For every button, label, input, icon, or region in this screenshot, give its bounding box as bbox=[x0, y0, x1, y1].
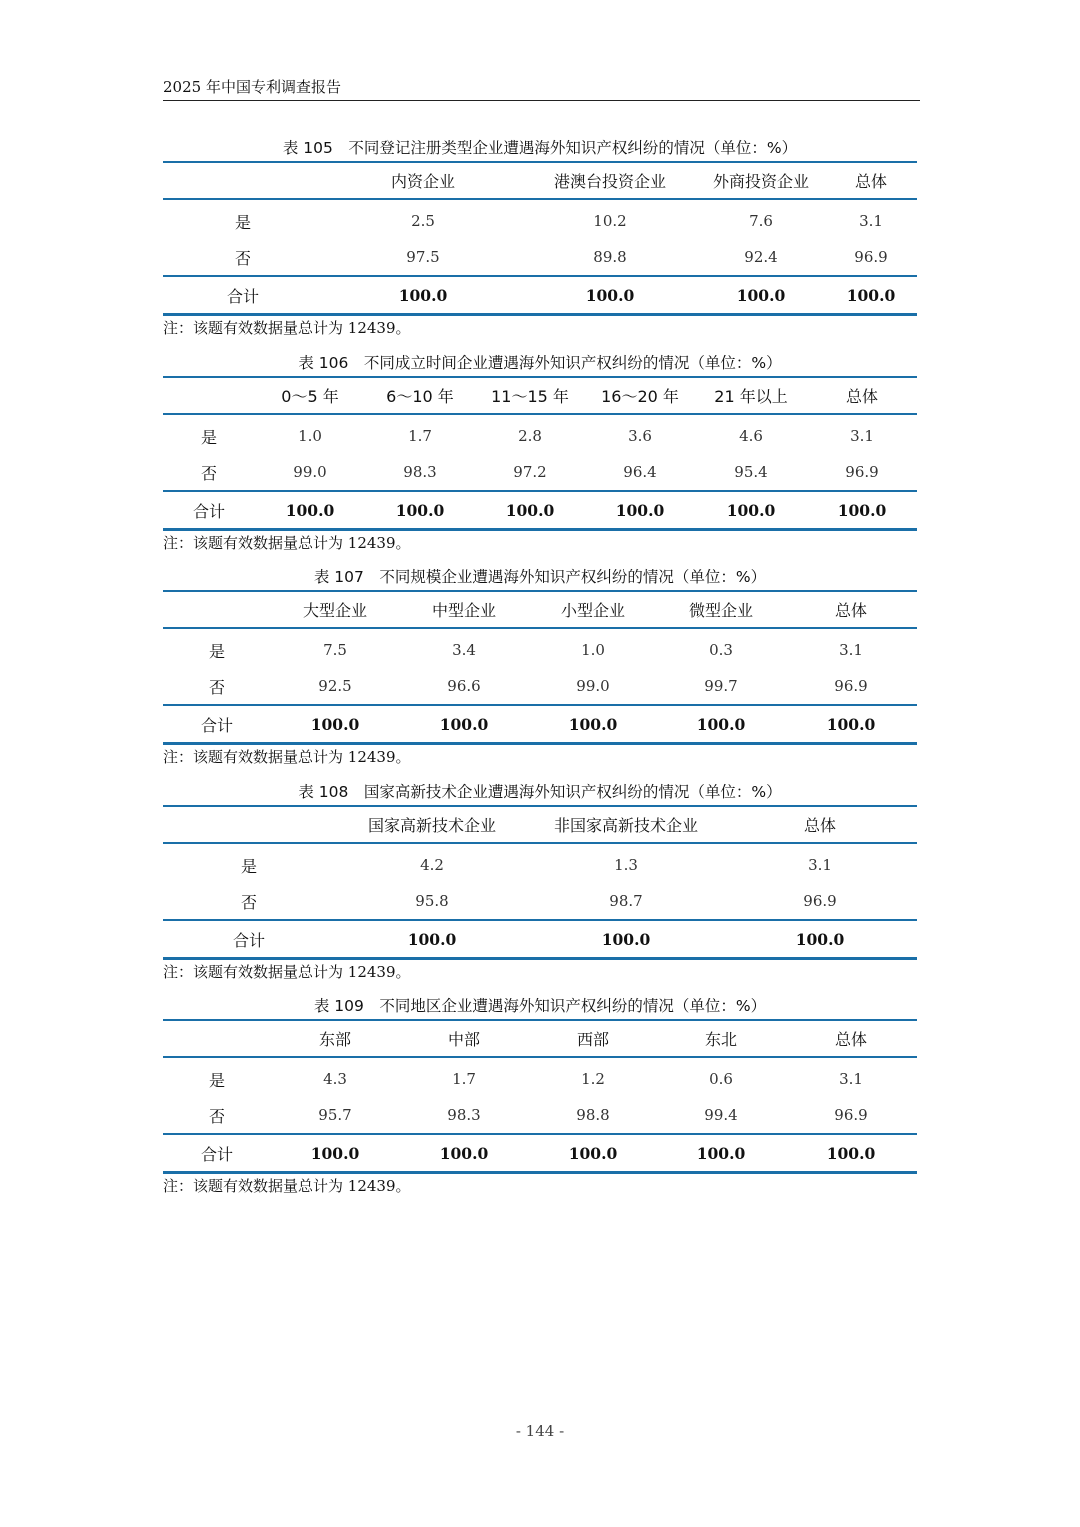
total-cell: 100.0 bbox=[335, 920, 529, 959]
data-table bbox=[163, 161, 917, 316]
table-cell: 99.0 bbox=[293, 463, 327, 481]
table-note: 注：该题有效数据量总计为 12439。 bbox=[163, 534, 411, 552]
table-cell: 96.4 bbox=[623, 463, 657, 481]
table-cell: 1.7 bbox=[408, 427, 432, 445]
total-cell: 100.0 bbox=[323, 276, 523, 315]
column-header: 国家高新技术企业 bbox=[335, 806, 529, 843]
row-label: 否 bbox=[240, 892, 257, 912]
total-cell: 100.0 bbox=[695, 491, 807, 530]
total-label: 合计 bbox=[163, 1134, 271, 1173]
column-header: 西部 bbox=[529, 1020, 657, 1057]
table-cell: 3.1 bbox=[839, 1070, 863, 1088]
column-header: 小型企业 bbox=[529, 591, 657, 628]
column-header: 微型企业 bbox=[657, 591, 785, 628]
table-cell: 2.8 bbox=[518, 427, 542, 445]
row-label: 否 bbox=[208, 677, 225, 697]
table-row bbox=[163, 1097, 917, 1134]
table-cell: 1.7 bbox=[452, 1070, 476, 1088]
total-cell: 100.0 bbox=[255, 491, 365, 530]
table-row bbox=[163, 199, 917, 239]
table-row bbox=[163, 414, 917, 454]
column-header: 港澳台投资企业 bbox=[523, 162, 697, 199]
table-row bbox=[163, 843, 917, 883]
table-title: 表 109 不同地区企业遭遇海外知识产权纠纷的情况（单位：%） bbox=[313, 997, 767, 1015]
column-header bbox=[163, 591, 271, 628]
table-cell: 3.1 bbox=[839, 641, 863, 659]
total-cell: 100.0 bbox=[475, 491, 585, 530]
column-header: 0～5 年 bbox=[255, 377, 365, 414]
table-cell: 4.2 bbox=[420, 856, 444, 874]
total-cell: 100.0 bbox=[271, 1134, 399, 1173]
table-cell: 96.9 bbox=[803, 892, 837, 910]
table-cell: 99.7 bbox=[704, 677, 738, 695]
table-block bbox=[163, 137, 917, 339]
table-row bbox=[163, 454, 917, 491]
column-header: 11～15 年 bbox=[475, 377, 585, 414]
total-row bbox=[163, 920, 917, 959]
table-cell: 98.3 bbox=[403, 463, 437, 481]
table-note: 注：该题有效数据量总计为 12439。 bbox=[163, 963, 411, 981]
table-cell: 98.7 bbox=[609, 892, 643, 910]
row-label: 是 bbox=[234, 212, 251, 232]
table-cell: 3.4 bbox=[452, 641, 476, 659]
row-label: 否 bbox=[200, 463, 217, 483]
total-cell: 100.0 bbox=[825, 276, 917, 315]
column-header: 21 年以上 bbox=[695, 377, 807, 414]
column-header: 总体 bbox=[785, 1020, 917, 1057]
column-header bbox=[163, 1020, 271, 1057]
table-note: 注：该题有效数据量总计为 12439。 bbox=[163, 748, 411, 766]
column-header: 总体 bbox=[723, 806, 917, 843]
column-header bbox=[163, 377, 255, 414]
total-cell: 100.0 bbox=[807, 491, 917, 530]
table-cell: 4.3 bbox=[323, 1070, 347, 1088]
column-header: 中型企业 bbox=[399, 591, 529, 628]
total-label: 合计 bbox=[163, 276, 323, 315]
data-table bbox=[163, 1019, 917, 1174]
table-cell: 0.6 bbox=[709, 1070, 733, 1088]
table-cell: 1.3 bbox=[614, 856, 638, 874]
table-block bbox=[163, 995, 917, 1197]
running-header-title: 2025 年中国专利调查报告 bbox=[163, 78, 341, 96]
table-cell: 92.5 bbox=[318, 677, 352, 695]
total-cell: 100.0 bbox=[523, 276, 697, 315]
row-label: 是 bbox=[208, 641, 225, 661]
total-cell: 100.0 bbox=[657, 1134, 785, 1173]
header-row bbox=[163, 591, 917, 628]
table-cell: 92.4 bbox=[744, 248, 778, 266]
table-cell: 3.1 bbox=[808, 856, 832, 874]
table-cell: 3.6 bbox=[628, 427, 652, 445]
table-cell: 95.8 bbox=[415, 892, 449, 910]
table-row bbox=[163, 668, 917, 705]
total-cell: 100.0 bbox=[785, 1134, 917, 1173]
data-table bbox=[163, 590, 917, 745]
total-cell: 100.0 bbox=[271, 705, 399, 744]
table-cell: 1.0 bbox=[581, 641, 605, 659]
header-row bbox=[163, 806, 917, 843]
column-header: 大型企业 bbox=[271, 591, 399, 628]
header-row bbox=[163, 1020, 917, 1057]
row-label: 是 bbox=[208, 1070, 225, 1090]
column-header: 东北 bbox=[657, 1020, 785, 1057]
total-cell: 100.0 bbox=[399, 1134, 529, 1173]
table-note: 注：该题有效数据量总计为 12439。 bbox=[163, 1177, 411, 1195]
table-cell: 3.1 bbox=[859, 212, 883, 230]
column-header: 16～20 年 bbox=[585, 377, 695, 414]
total-cell: 100.0 bbox=[785, 705, 917, 744]
row-label: 是 bbox=[200, 427, 217, 447]
data-table bbox=[163, 805, 917, 960]
table-cell: 95.7 bbox=[318, 1106, 352, 1124]
table-title: 表 105 不同登记注册类型企业遭遇海外知识产权纠纷的情况（单位：%） bbox=[282, 139, 798, 157]
table-cell: 98.8 bbox=[576, 1106, 610, 1124]
column-header: 总体 bbox=[825, 162, 917, 199]
data-table bbox=[163, 376, 917, 531]
table-cell: 97.2 bbox=[513, 463, 547, 481]
table-cell: 95.4 bbox=[734, 463, 768, 481]
column-header: 总体 bbox=[785, 591, 917, 628]
column-header bbox=[163, 806, 335, 843]
running-header bbox=[163, 76, 920, 101]
total-row bbox=[163, 705, 917, 744]
table-cell: 89.8 bbox=[593, 248, 627, 266]
total-row bbox=[163, 276, 917, 315]
table-cell: 96.9 bbox=[845, 463, 879, 481]
column-header: 总体 bbox=[807, 377, 917, 414]
row-label: 否 bbox=[234, 248, 251, 268]
table-cell: 96.9 bbox=[834, 677, 868, 695]
table-note: 注：该题有效数据量总计为 12439。 bbox=[163, 319, 411, 337]
column-header: 内资企业 bbox=[323, 162, 523, 199]
table-cell: 96.6 bbox=[447, 677, 481, 695]
column-header: 6～10 年 bbox=[365, 377, 475, 414]
table-row bbox=[163, 628, 917, 668]
table-title: 表 106 不同成立时间企业遭遇海外知识产权纠纷的情况（单位：%） bbox=[298, 354, 782, 372]
total-cell: 100.0 bbox=[365, 491, 475, 530]
table-cell: 99.0 bbox=[576, 677, 610, 695]
total-row bbox=[163, 491, 917, 530]
total-cell: 100.0 bbox=[585, 491, 695, 530]
table-cell: 4.6 bbox=[739, 427, 763, 445]
total-label: 合计 bbox=[163, 920, 335, 959]
table-cell: 1.0 bbox=[298, 427, 322, 445]
table-cell: 96.9 bbox=[854, 248, 888, 266]
row-label: 是 bbox=[240, 856, 257, 876]
row-label: 否 bbox=[208, 1106, 225, 1126]
header-row bbox=[163, 377, 917, 414]
table-cell: 98.3 bbox=[447, 1106, 481, 1124]
table-cell: 7.6 bbox=[749, 212, 773, 230]
column-header: 中部 bbox=[399, 1020, 529, 1057]
table-cell: 97.5 bbox=[406, 248, 440, 266]
total-cell: 100.0 bbox=[529, 1134, 657, 1173]
table-title: 表 107 不同规模企业遭遇海外知识产权纠纷的情况（单位：%） bbox=[313, 568, 767, 586]
total-cell: 100.0 bbox=[697, 276, 825, 315]
total-label: 合计 bbox=[163, 705, 271, 744]
total-cell: 100.0 bbox=[529, 705, 657, 744]
table-cell: 99.4 bbox=[704, 1106, 738, 1124]
total-cell: 100.0 bbox=[399, 705, 529, 744]
total-label: 合计 bbox=[163, 491, 255, 530]
table-cell: 2.5 bbox=[411, 212, 435, 230]
column-header: 外商投资企业 bbox=[697, 162, 825, 199]
header-row bbox=[163, 162, 917, 199]
table-cell: 1.2 bbox=[581, 1070, 605, 1088]
column-header: 东部 bbox=[271, 1020, 399, 1057]
table-cell: 0.3 bbox=[709, 641, 733, 659]
table-block bbox=[163, 352, 917, 554]
table-block bbox=[163, 566, 917, 768]
total-cell: 100.0 bbox=[723, 920, 917, 959]
table-title: 表 108 国家高新技术企业遭遇海外知识产权纠纷的情况（单位：%） bbox=[298, 783, 782, 801]
column-header bbox=[163, 162, 323, 199]
table-cell: 7.5 bbox=[323, 641, 347, 659]
table-block bbox=[163, 781, 917, 983]
table-row bbox=[163, 239, 917, 276]
page-number: - 144 - bbox=[515, 1422, 565, 1440]
total-cell: 100.0 bbox=[529, 920, 723, 959]
table-row bbox=[163, 1057, 917, 1097]
column-header: 非国家高新技术企业 bbox=[529, 806, 723, 843]
table-row bbox=[163, 883, 917, 920]
total-cell: 100.0 bbox=[657, 705, 785, 744]
table-cell: 3.1 bbox=[850, 427, 874, 445]
table-cell: 96.9 bbox=[834, 1106, 868, 1124]
table-cell: 10.2 bbox=[593, 212, 627, 230]
total-row bbox=[163, 1134, 917, 1173]
